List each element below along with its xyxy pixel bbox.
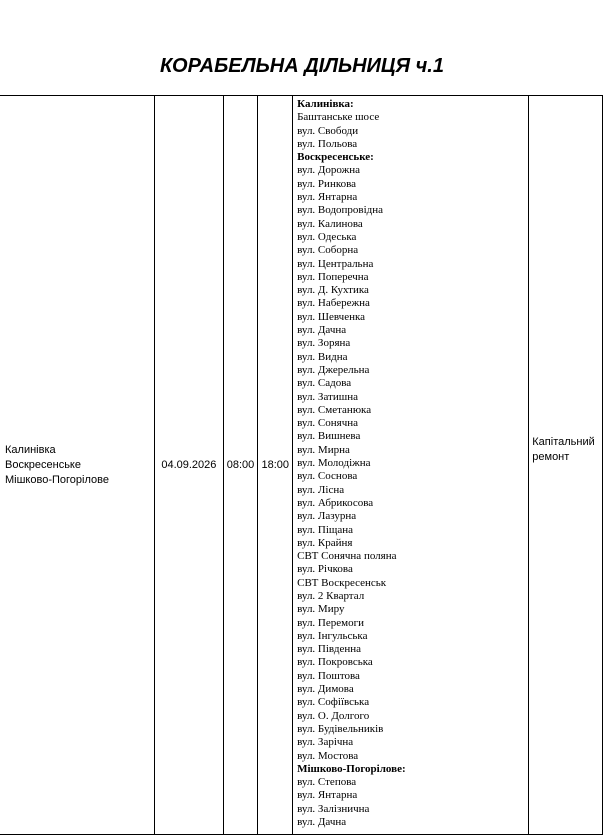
street-item: вул. Вишнева — [297, 430, 361, 443]
street-item: вул. Затишна — [297, 390, 358, 403]
street-item: вул. Залізнична — [297, 802, 370, 815]
street-item: вул. Д. Кухтика — [297, 284, 369, 297]
street-item: вул. Одеська — [297, 230, 357, 243]
street-item: вул. 2 Квартал — [297, 589, 365, 602]
street-item: вул. О. Долгого — [297, 709, 370, 722]
street-item: вул. Піщана — [297, 523, 354, 536]
street-item: вул. Дорожна — [297, 164, 361, 177]
street-item: вул. Лазурна — [297, 510, 357, 523]
page-title: КОРАБЕЛЬНА ДІЛЬНИЦЯ ч.1 — [160, 55, 444, 77]
street-item: вул. Сметанюка — [297, 403, 372, 416]
street-item: вул. Соснова — [297, 470, 358, 483]
street-item: вул. Абрикосова — [297, 496, 374, 509]
street-item: вул. Ринкова — [297, 177, 357, 190]
street-item: вул. Видна — [297, 350, 348, 363]
street-item: вул. Крайня — [297, 536, 353, 549]
street-item: вул. Набережна — [297, 297, 370, 310]
settlement-name: Калинівка — [5, 443, 56, 456]
street-item: вул. Покровська — [297, 656, 373, 669]
street-item: вул. Річкова — [297, 563, 353, 576]
street-item: вул. Інгульська — [297, 629, 368, 642]
street-item: вул. Зарічна — [297, 736, 354, 749]
street-item: вул. Шевченка — [297, 310, 366, 323]
street-item: вул. Водопровідна — [297, 204, 384, 217]
street-item: Баштанське шосе — [297, 111, 380, 124]
street-item: вул. Калинова — [297, 217, 363, 230]
street-item: вул. Молодіжна — [297, 457, 371, 470]
work-type-label: Капітальний ремонт — [532, 436, 595, 463]
street-list — [297, 98, 528, 829]
street-item: вул. Мирна — [297, 443, 350, 456]
street-item: СВТ Воскресенськ — [297, 576, 387, 589]
end-time-cell: 18:00 — [258, 96, 293, 835]
street-item: вул. Поштова — [297, 669, 360, 682]
settlement-name: Воскресенське — [5, 458, 81, 471]
street-item: вул. Будівельників — [297, 722, 384, 735]
outage-table — [0, 95, 603, 835]
street-item: вул. Лісна — [297, 483, 345, 496]
table-row — [0, 96, 603, 835]
date-cell: 04.09.2026 — [155, 96, 224, 835]
street-item: вул. Південна — [297, 643, 361, 656]
street-item: вул. Зоряна — [297, 337, 351, 350]
street-item: вул. Центральна — [297, 257, 374, 270]
street-item: СВТ Сонячна поляна — [297, 550, 397, 563]
street-item: вул. Миру — [297, 603, 345, 616]
street-item: вул. Поперечна — [297, 270, 369, 283]
street-item: вул. Дачна — [297, 816, 347, 829]
settlement-name: Мішково-Погорілове — [5, 473, 109, 486]
settlement-heading: Воскресенське: — [297, 151, 374, 164]
street-item: вул. Свободи — [297, 124, 359, 137]
street-item: вул. Перемоги — [297, 616, 365, 629]
street-item: вул. Янтарна — [297, 789, 358, 802]
street-item: вул. Дачна — [297, 324, 347, 337]
start-time-cell: 08:00 — [223, 96, 258, 835]
street-item: вул. Сонячна — [297, 417, 359, 430]
street-item: вул. Степова — [297, 776, 357, 789]
street-item: вул. Мостова — [297, 749, 359, 762]
street-item: вул. Польова — [297, 137, 358, 150]
street-item: вул. Димова — [297, 683, 354, 696]
settlements-cell — [0, 96, 155, 835]
settlement-heading: Мішково-Погорілове: — [297, 762, 406, 775]
street-item: вул. Софіївська — [297, 696, 370, 709]
settlement-heading: Калинівка: — [297, 98, 354, 110]
street-item: вул. Садова — [297, 377, 352, 390]
street-item: вул. Джерельна — [297, 363, 370, 376]
streets-cell — [293, 96, 529, 835]
street-item: вул. Соборна — [297, 244, 359, 257]
work-type-cell — [529, 96, 603, 835]
street-item: вул. Янтарна — [297, 191, 358, 204]
